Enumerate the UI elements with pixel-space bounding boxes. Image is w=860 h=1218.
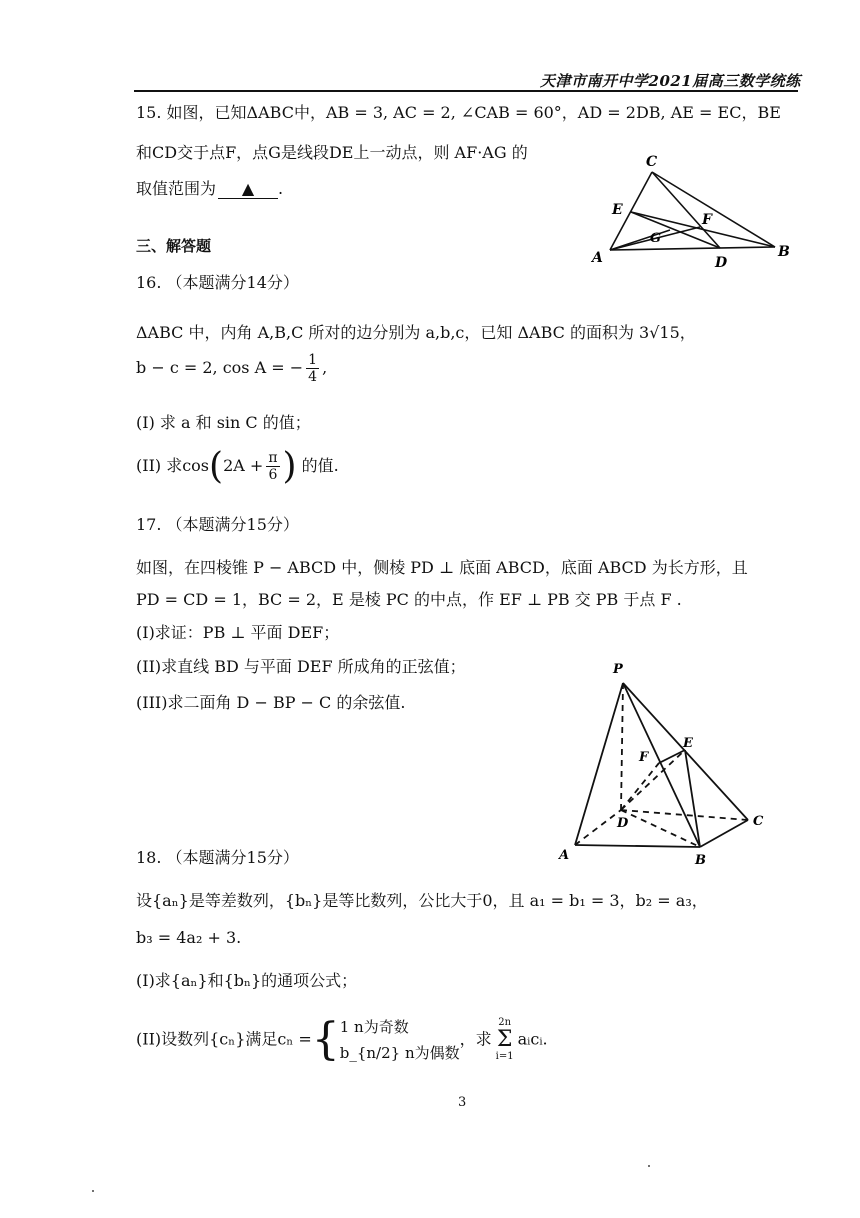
left-brace: { — [311, 1014, 340, 1065]
fraction-one-quarter — [306, 352, 319, 385]
section-title: 三、解答题 — [136, 237, 212, 255]
label-f: F — [702, 212, 712, 228]
label-d: D — [715, 255, 728, 271]
answer-blank — [218, 179, 278, 199]
sum-upper: 2n — [498, 1017, 512, 1028]
q16-part2-suffix: 的值. — [301, 456, 339, 475]
label-g: G — [650, 231, 662, 246]
case-odd: 1 n为奇数 — [339, 1018, 409, 1036]
q18-part1: (I)求{aₙ}和{bₙ}的通项公式； — [136, 971, 358, 990]
case-even: b_{n/2} n为偶数 — [339, 1044, 460, 1062]
q16-part1: (I) 求 a 和 sin C 的值； — [136, 413, 311, 432]
scan-speck — [92, 1190, 94, 1192]
segment-ab — [610, 247, 775, 250]
q18-part2-mid: ，求 — [459, 1029, 492, 1049]
q17-line1: 如图，在四棱锥 P − ABCD 中，侧棱 PD ⊥ 底面 ABCD，底面 ABCD 为长方形，且 — [136, 558, 748, 577]
segment-de — [621, 750, 685, 810]
sum-term: aᵢcᵢ. — [517, 1029, 548, 1049]
q16-given: b − c = 2, cos A = − — [136, 358, 304, 377]
answer-triangle-icon: ▲ — [241, 179, 255, 198]
q18-heading: 18. （本题满分15分） — [136, 848, 299, 867]
label-c: C — [753, 814, 764, 829]
triangle-figure — [590, 152, 800, 272]
header-rule — [134, 90, 798, 92]
q16-part2-inner: 2A + — [223, 456, 264, 475]
label-e: E — [612, 202, 623, 218]
fraction-denominator: 4 — [308, 369, 318, 385]
page-number: 3 — [458, 1095, 467, 1110]
label-p: P — [613, 662, 623, 677]
label-a: A — [592, 250, 603, 266]
q15-line3 — [136, 176, 283, 199]
fraction-denominator: 6 — [268, 467, 278, 483]
header-title: 天津市南开中学2021届高三数学统练 — [540, 72, 801, 90]
segment-df — [621, 763, 659, 810]
q16-part2 — [136, 446, 339, 487]
label-b: B — [778, 244, 790, 260]
edge-pd — [621, 683, 623, 810]
q18-line1: 设{aₙ}是等差数列，{bₙ}是等比数列，公比大于0，且 a₁ = b₁ = 3，b₂ = a₃， — [136, 891, 708, 910]
q16-comma: , — [322, 358, 328, 377]
sigma-icon: Σ — [496, 1027, 513, 1052]
right-paren: ) — [282, 446, 297, 487]
q15-period: . — [278, 179, 284, 198]
label-e: E — [683, 736, 693, 751]
q16-line1: ΔABC 中，内角 A,B,C 所对的边分别为 a,b,c，已知 ΔABC 的面积为 3√15， — [136, 323, 696, 342]
q18-part2 — [136, 1014, 548, 1066]
edge-ab — [575, 845, 700, 847]
q15-range-label: 取值范围为 — [136, 179, 217, 198]
label-f: F — [639, 750, 649, 765]
q17-part1: (I)求证：PB ⊥ 平面 DEF； — [136, 623, 340, 642]
scan-speck — [648, 1165, 650, 1167]
pyramid-figure — [555, 655, 770, 870]
edge-bc — [700, 820, 748, 847]
label-c: C — [646, 154, 658, 170]
q17-part3: (III)求二面角 D − BP − C 的余弦值. — [136, 693, 406, 712]
sum-lower: i=1 — [495, 1051, 514, 1062]
summation — [496, 1017, 514, 1063]
q17-part2: (II)求直线 BD 与平面 DEF 所成角的正弦值； — [136, 657, 466, 676]
fraction-pi-sixth — [266, 450, 279, 483]
q17-heading: 17. （本题满分15分） — [136, 515, 299, 534]
piecewise-cases — [340, 1014, 460, 1066]
q18-line2: b₃ = 4a₂ + 3. — [136, 928, 242, 947]
q16-line2 — [136, 352, 327, 385]
label-d: D — [617, 816, 629, 831]
q16-heading: 16. （本题满分14分） — [136, 273, 299, 292]
q15-line1: 15. 如图，已知ΔABC中，AB = 3, AC = 2, ∠CAB = 60°，AD = 2DB, AE = EC，BE — [136, 103, 781, 122]
edge-pa — [575, 683, 623, 845]
fraction-numerator: 1 — [308, 352, 318, 368]
q18-part2-prefix: (II)设数列{cₙ}满足cₙ = — [136, 1029, 312, 1049]
edge-ad — [575, 810, 621, 845]
segment-cb — [652, 172, 775, 247]
left-paren: ( — [209, 446, 224, 487]
edge-pb — [623, 683, 700, 847]
q17-line2: PD = CD = 1，BC = 2，E 是棱 PC 的中点，作 EF ⊥ PB 交 PB 于点 F . — [136, 590, 682, 609]
q16-part2-prefix: (II) 求cos — [136, 456, 210, 475]
label-a: A — [559, 848, 570, 863]
fraction-numerator: π — [268, 450, 278, 466]
q15-line2: 和CD交于点F，点G是线段DE上一动点，则 AF·AG 的 — [136, 143, 528, 162]
label-b: B — [695, 853, 706, 868]
